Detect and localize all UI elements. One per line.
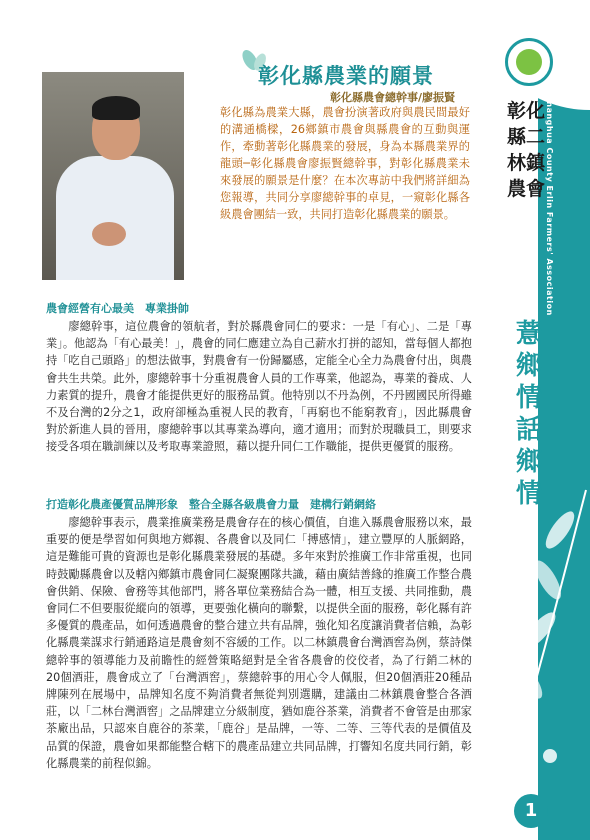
section-body-1: 廖總幹事，這位農會的領航者，對於縣農會同仁的要求：一是「有心」、二是「專業」。他認為「有心最美！」，農會的同仁應建立為自己薪水打拼的認知，當每個人都抱持「吃自己頭路」的想法做事，對農會有一份歸屬感，定能全心全力為農會付出，與農會共生共榮。此外，廖總幹事十分重視農會人員的工作專業，他認為，專業的養成、人力素質的提升，農會才能提供更好的服務品質。他特別以不丹為例，不丹國國民所得雖不及台灣的2分之1，政府卻極為重視人民的教育，「再窮也不能窮教育」，因此縣農會對於新進人員的晉用，廖總幹事以其專業為導向，適才適用；而對於現職員工，則要求接受各項在職訓練以及考取專業證照，藉以提升同仁工作職能，提供更優質的服務。 — [46, 320, 472, 454]
org-logo — [505, 38, 553, 86]
article-title: 彰化縣農業的願景 — [258, 63, 434, 88]
section-body-2: 廖總幹事表示，農業推廣業務是農會存在的核心價值，自進入縣農會服務以來，最重要的便是學習如何與地方鄉親、各農會以及同仁「搏感情」，建立豐厚的人脈網路，這是難能可貴的資源也是彰化縣農業發展的基礎。多年來對於推廣工作非常重視，也同時鼓勵縣農會以及轄內鄉鎮市農會同仁凝聚團隊共識，藉由廣結善緣的推廣工作整合農會供銷、保險、會務等其他部門，將各單位業務結合為一體，相互支援、共同推動，農會同仁不但要服從縱向的領導，更要強化橫向的聯繫，以提供全面的服務，彰化縣有許多優質的農產品，如何透過農會的整合建立共有品牌，強化知名度讓消費者信賴，為彰化縣農業謀求行銷通路這是農會刻不容緩的工作。以二林鎮農會台灣酒窖為例，蔡詩傑總幹事的領導能力及前瞻性的經營策略絕對是全省各農會的佼佼者，為了行銷二林的20個酒莊，農會成立了「台灣酒窖」，蔡總幹事的用心令人佩服，但20個酒莊20種品牌陳列在展場中，品牌知名度不夠消費者無從判別選購，建議由二林鎮農會整合各酒莊，以「二林台灣酒窖」之品牌建立分級制度，猶如鹿谷茶業，消費者不會管是由那家茶廠出品，只認來自鹿谷的茶業，「鹿谷」是品牌，一等、二等、三等代表的是價值及品質的保證，農會如果都能整合轄下的農產品建立共同品牌，打響知名度共同行銷，彰化縣農業的前程似錦。 — [46, 516, 472, 770]
page-number: 1 — [514, 794, 548, 828]
article-byline: 彰化縣農會總幹事/廖振賢 — [330, 91, 456, 104]
leaf-decoration-icon — [500, 470, 590, 790]
org-name: 彰化縣二林鎮農會 — [506, 100, 545, 200]
interviewee-photo — [42, 72, 184, 280]
column-title: 薏鄉情話鄉情 — [515, 319, 542, 509]
section-heading-2: 打造彰化農產優質品牌形象 整合全縣各級農會力量 建構行銷網絡 — [46, 498, 376, 511]
article-intro: 彰化縣為農業大縣，農會扮演著政府與農民間最好的溝通橋樑，26鄉鎮市農會與縣農會的互動與運作，牽動著彰化縣農業的發展，身為本縣農業界的龍頭─彰化縣農會廖振賢總幹事，對彰化縣農業未來發展的願景是什麼？在本次專訪中我們將詳細為您報導，共同分享廖總幹事的卓見，一窺彰化縣各級農會團結一致，共同打造彰化縣農業的願景。 — [220, 106, 470, 221]
section-heading-1: 農會經營有心最美 專業掛帥 — [46, 302, 189, 315]
org-name-en: Changhua County Erlin Farmers' Association — [545, 95, 554, 316]
logo-emblem-icon — [516, 49, 542, 75]
